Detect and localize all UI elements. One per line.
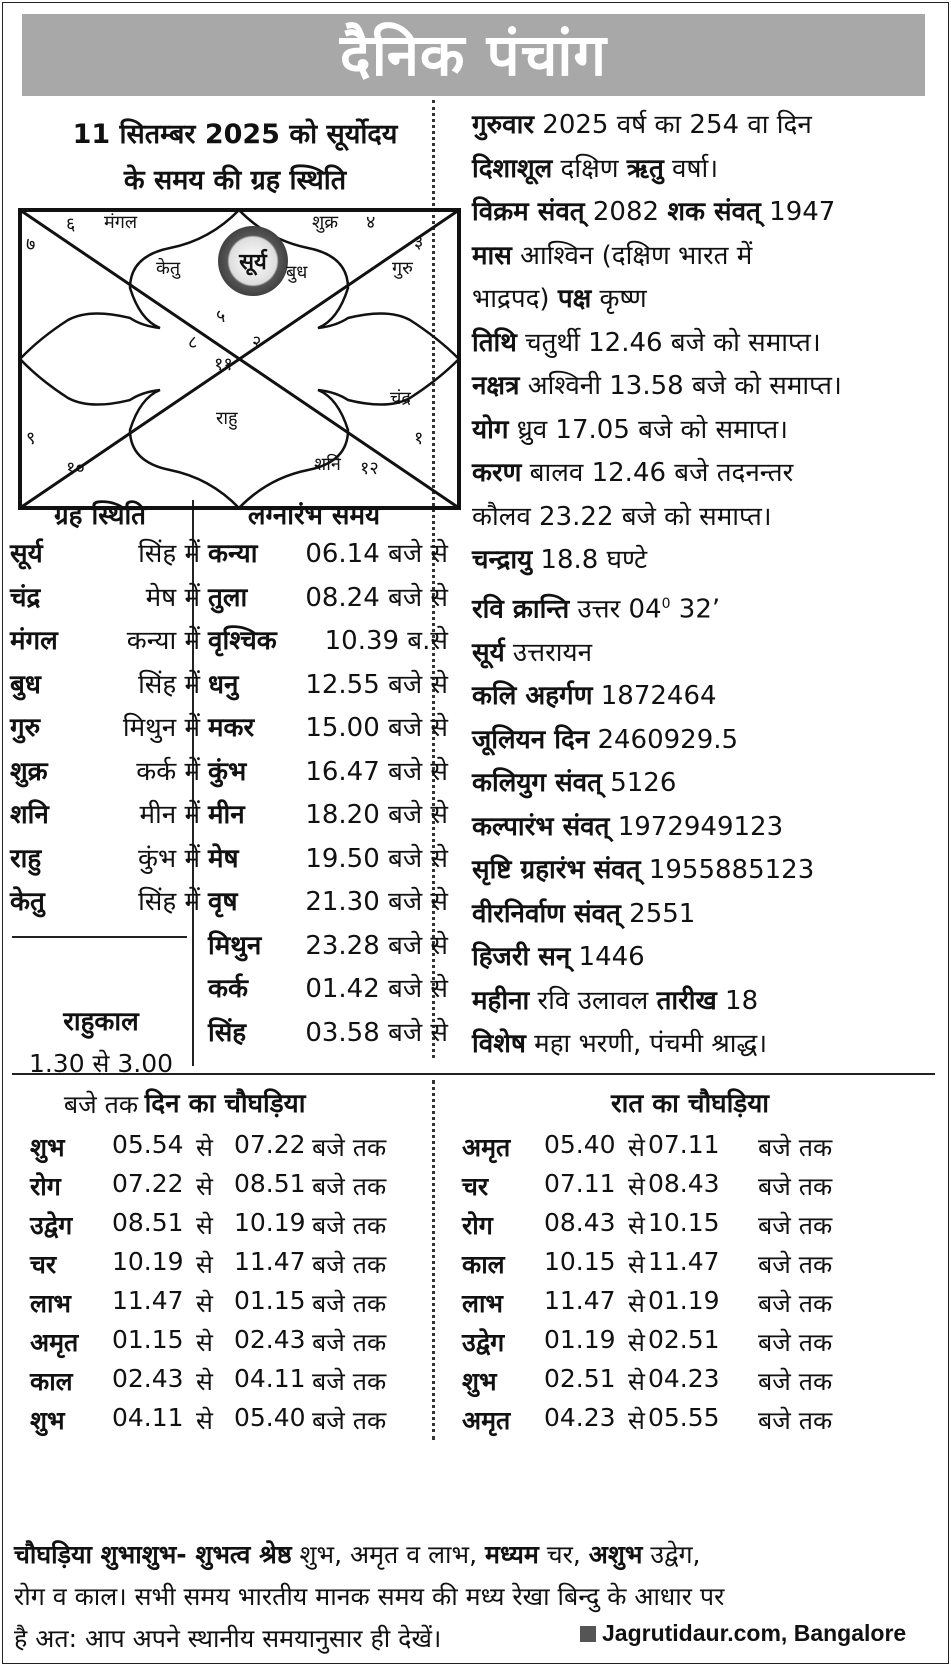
planet-name: शनि xyxy=(10,800,49,830)
choghadiya-se: से xyxy=(628,1328,645,1357)
choghadiya-from: 01.15 xyxy=(112,1325,184,1354)
planet-name: मंगल xyxy=(10,626,58,656)
night-choghadiya-row xyxy=(462,1247,882,1288)
choghadiya-name: अमृत xyxy=(30,1328,79,1357)
lagna-time: 18.20 बजे से xyxy=(305,800,448,830)
night-choghadiya-row xyxy=(462,1403,882,1444)
rashi-name: धनु xyxy=(208,669,239,700)
choghadiya-to: 02.51 xyxy=(648,1325,720,1354)
choghadiya-tak: बजे तक xyxy=(312,1406,387,1435)
grah-row xyxy=(10,534,200,580)
choghadiya-to: 07.22 xyxy=(234,1130,306,1159)
choghadiya-tak: बजे तक xyxy=(312,1289,387,1318)
choghadiya-name: शुभ xyxy=(30,1406,65,1435)
choghadiya-se: से xyxy=(628,1289,645,1318)
choghadiya-name: अमृत xyxy=(462,1133,511,1162)
choghadiya-from: 02.51 xyxy=(544,1364,616,1393)
rashi-name: तुला xyxy=(208,582,248,613)
rashi-name: वृष xyxy=(208,887,238,917)
choghadiya-name: चर xyxy=(462,1172,489,1201)
choghadiya-se: से xyxy=(196,1250,213,1279)
choghadiya-name: शुभ xyxy=(462,1367,497,1396)
day-choghadiya-row xyxy=(30,1364,450,1405)
lagna-time: 21.30 बजे से xyxy=(305,887,448,917)
lagna-row xyxy=(208,708,448,754)
house-number: १ xyxy=(414,428,424,449)
lagna-time: 12.55 बजे से xyxy=(305,669,448,700)
rashi-name: कन्या xyxy=(208,539,258,569)
house-number: ४ xyxy=(366,212,376,233)
lagna-time: 10.39 ब.से xyxy=(324,626,448,656)
grah-row xyxy=(10,665,200,711)
house-number: ९ xyxy=(26,428,36,449)
planet-label: मंगल xyxy=(104,212,138,233)
rashi-name: कर्क xyxy=(208,974,248,1004)
night-choghadiya-row xyxy=(462,1169,882,1210)
footer-note: चौघड़िया शुभाशुभ- शुभत्व श्रेष्ठ शुभ, अमृत व लाभ, मध्यम चर, अशुभ उद्वेग, रोग व काल। सभी समय भारतीय मानक समय की मध्य रेखा बिन्दु के आधार पर है अत: आप अपने स्थानीय समयानुसार ही देखें। xyxy=(14,1540,725,1653)
lagna-row xyxy=(208,665,448,711)
grah-row xyxy=(10,578,200,624)
planet-sign: मिथुन में xyxy=(122,713,200,743)
choghadiya-tak: बजे तक xyxy=(758,1328,833,1357)
night-choghadiya-row xyxy=(462,1364,882,1405)
page-title: दैनिक पंचांग xyxy=(22,14,925,96)
choghadiya-se: से xyxy=(628,1367,645,1396)
lagna-time: 16.47 बजे से xyxy=(305,756,448,787)
lagna-row xyxy=(208,578,448,624)
planet-name: सूर्य xyxy=(10,539,43,569)
house-number: १० xyxy=(66,458,85,479)
choghadiya-to: 01.19 xyxy=(648,1286,720,1315)
sun-badge: सूर्य xyxy=(218,226,288,296)
choghadiya-tak: बजे तक xyxy=(758,1172,833,1201)
rashi-name: मकर xyxy=(208,713,255,743)
choghadiya-name: रोग xyxy=(462,1211,493,1240)
grah-row xyxy=(10,795,200,841)
choghadiya-name: काल xyxy=(30,1367,73,1396)
choghadiya-from: 04.23 xyxy=(544,1403,616,1432)
choghadiya-tak: बजे तक xyxy=(758,1211,833,1240)
day-choghadiya-row xyxy=(30,1325,450,1366)
lagnarambh-heading: लग्नारंभ समय xyxy=(247,501,381,531)
grah-row xyxy=(10,621,200,667)
choghadiya-tak: बजे तक xyxy=(758,1406,833,1435)
choghadiya-name: लाभ xyxy=(30,1289,72,1318)
lagna-time: 03.58 बजे से xyxy=(305,1017,448,1048)
source-credit: Jagrutidaur.com, Bangalore xyxy=(580,1620,906,1647)
choghadiya-from: 11.47 xyxy=(544,1286,616,1315)
choghadiya-to: 04.11 xyxy=(234,1364,306,1393)
grah-sthiti-heading: ग्रह स्थिति xyxy=(53,501,147,531)
choghadiya-to: 08.43 xyxy=(648,1169,720,1198)
lagna-time: 01.42 बजे से xyxy=(305,974,448,1004)
planet-label: शनि xyxy=(314,454,341,475)
choghadiya-tak: बजे तक xyxy=(312,1367,387,1396)
planet-sign: सिंह में xyxy=(138,539,200,569)
planet-sign: मेष में xyxy=(145,582,200,613)
planet-sign: सिंह में xyxy=(138,887,200,917)
choghadiya-tak: बजे तक xyxy=(758,1367,833,1396)
rahukaal-time: 1.30 से 3.00 xyxy=(28,1049,174,1078)
planet-name: केतु xyxy=(10,887,45,917)
choghadiya-se: से xyxy=(628,1211,645,1240)
choghadiya-to: 11.47 xyxy=(648,1247,720,1276)
day-choghadiya-row xyxy=(30,1403,450,1444)
choghadiya-name: शुभ xyxy=(30,1133,65,1162)
planet-sign: मीन में xyxy=(139,800,200,830)
choghadiya-tak: बजे तक xyxy=(312,1328,387,1357)
choghadiya-tak: बजे तक xyxy=(312,1172,387,1201)
planet-label: चंद्र xyxy=(390,388,411,409)
planet-label: गुरु xyxy=(392,258,413,279)
grah-row xyxy=(10,752,200,798)
choghadiya-to: 05.55 xyxy=(648,1403,720,1432)
choghadiya-from: 08.51 xyxy=(112,1208,184,1237)
choghadiya-from: 10.15 xyxy=(544,1247,616,1276)
choghadiya-from: 07.11 xyxy=(544,1169,616,1198)
choghadiya-from: 02.43 xyxy=(112,1364,184,1393)
grah-row xyxy=(10,708,200,754)
planet-label: शुक्र xyxy=(312,212,339,233)
night-choghadiya-heading: रात का चौघड़िया xyxy=(610,1089,770,1119)
day-choghadiya-row xyxy=(30,1286,450,1327)
choghadiya-tak: बजे तक xyxy=(312,1211,387,1240)
day-choghadiya-row xyxy=(30,1130,450,1171)
kundli-chart xyxy=(18,208,461,510)
night-choghadiya-row xyxy=(462,1325,882,1366)
choghadiya-from: 05.40 xyxy=(544,1130,616,1159)
rashi-name: सिंह xyxy=(208,1017,247,1048)
rashi-name: मिथुन xyxy=(208,930,262,961)
choghadiya-se: से xyxy=(196,1172,213,1201)
planet-label: बुध xyxy=(286,262,308,283)
lagna-row xyxy=(208,969,448,1015)
square-icon xyxy=(580,1626,596,1642)
house-number: ७ xyxy=(26,234,36,255)
lagna-time: 06.14 बजे से xyxy=(305,539,448,569)
choghadiya-from: 10.19 xyxy=(112,1247,184,1276)
choghadiya-from: 04.11 xyxy=(112,1403,184,1432)
lagna-row xyxy=(208,1013,448,1059)
lagna-row xyxy=(208,795,448,841)
house-number: ५ xyxy=(216,306,226,327)
lagna-time: 15.00 बजे से xyxy=(305,713,448,743)
planet-label: राहु xyxy=(216,408,238,429)
choghadiya-tak: बजे तक xyxy=(312,1133,387,1162)
choghadiya-se: से xyxy=(628,1250,645,1279)
house-number: ३ xyxy=(414,232,424,253)
house-number: ८ xyxy=(188,332,198,353)
planet-name: गुरु xyxy=(10,713,41,743)
rahukaal-suffix: बजे तक xyxy=(63,1090,139,1119)
grah-row xyxy=(10,882,200,928)
choghadiya-se: से xyxy=(196,1133,213,1162)
lagna-row xyxy=(208,752,448,798)
choghadiya-name: रोग xyxy=(30,1172,61,1201)
choghadiya-to: 08.51 xyxy=(234,1169,306,1198)
choghadiya-se: से xyxy=(196,1406,213,1435)
planet-sign: सिंह में xyxy=(138,669,200,700)
choghadiya-se: से xyxy=(196,1367,213,1396)
choghadiya-from: 08.43 xyxy=(544,1208,616,1237)
house-number: १२ xyxy=(360,458,379,479)
rashi-name: मेष xyxy=(208,843,239,874)
choghadiya-to: 10.15 xyxy=(648,1208,720,1237)
planet-name: बुध xyxy=(10,669,41,700)
choghadiya-name: चर xyxy=(30,1250,57,1279)
choghadiya-se: से xyxy=(628,1406,645,1435)
choghadiya-from: 01.19 xyxy=(544,1325,616,1354)
choghadiya-tak: बजे तक xyxy=(758,1289,833,1318)
rahukaal-divider xyxy=(12,936,187,938)
night-choghadiya-row xyxy=(462,1208,882,1249)
planet-sign: कर्क में xyxy=(136,756,200,787)
night-choghadiya-row xyxy=(462,1286,882,1327)
lagna-time: 19.50 बजे से xyxy=(305,843,448,874)
lagna-row xyxy=(208,839,448,885)
choghadiya-name: लाभ xyxy=(462,1289,504,1318)
planet-sign: कन्या में xyxy=(126,626,200,656)
rashi-name: वृश्चिक xyxy=(208,626,277,656)
lagna-row xyxy=(208,926,448,972)
choghadiya-to: 05.40 xyxy=(234,1403,306,1432)
choghadiya-se: से xyxy=(196,1211,213,1240)
panchang-info: गुरुवार 2025 वर्ष का 254 वा दिन दिशाशूल दक्षिण ऋतु वर्षा। विक्रम संवत् 2082 शक संवत् 1947 मास आश्विन (दक्षिण भारत में भाद्रपद) पक्ष कृष्ण तिथि चतुर्थी 12.46 बजे को समाप्त। नक्षत्र अश्विनी 13.58 बजे को समाप्त। योग ध्रुव 17.05 बजे को समाप्त। करण बालव 12.46 बजे तदनन्तर कौलव 23.22 बजे को समाप्त। चन्द्रायु 18.8 घण्टे रवि क्रान्ति उत्तर $04^0$ 32’ सूर्य उत्तरायन कलि अहर्गण 1872464 जूलियन दिन 2460929.5 कलियुग संवत् 5126 कल्पारंभ संवत् 1972949123 सृष्टि ग्रहारंभ संवत् 1955885123 वीरनिर्वाण संवत् 2551 हिजरी सन् 1446 महीना रवि उलावल तारीख 18 विशेष महा भरणी, पंचमी श्राद्ध। xyxy=(472,110,842,1060)
grah-row xyxy=(10,839,200,885)
day-choghadiya-row xyxy=(30,1169,450,1210)
rahukaal-heading: राहुकाल xyxy=(63,1007,139,1037)
day-choghadiya-row xyxy=(30,1247,450,1288)
lagna-time: 08.24 बजे से xyxy=(305,582,448,613)
lagna-time: 23.28 बजे से xyxy=(305,930,448,961)
day-choghadiya-row xyxy=(30,1208,450,1249)
choghadiya-from: 05.54 xyxy=(112,1130,184,1159)
choghadiya-name: उद्वेग xyxy=(30,1211,73,1240)
chart-heading: 11 सितम्बर 2025 को सूर्योदय के समय की ग्रह स्थिति xyxy=(72,119,398,196)
choghadiya-tak: बजे तक xyxy=(312,1250,387,1279)
choghadiya-se: से xyxy=(628,1172,645,1201)
rashi-name: कुंभ xyxy=(208,756,247,787)
day-choghadiya-heading: दिन का चौघड़िया xyxy=(144,1089,306,1119)
choghadiya-to: 07.11 xyxy=(648,1130,720,1159)
lagna-row xyxy=(208,621,448,667)
house-number: ११ xyxy=(214,354,233,375)
planet-sign: कुंभ में xyxy=(137,843,200,874)
lagna-row xyxy=(208,534,448,580)
rashi-name: मीन xyxy=(208,800,245,830)
choghadiya-from: 07.22 xyxy=(112,1169,184,1198)
planet-name: शुक्र xyxy=(10,756,48,787)
planet-name: चंद्र xyxy=(10,582,41,613)
planet-name: राहु xyxy=(10,843,42,874)
choghadiya-to: 11.47 xyxy=(234,1247,306,1276)
choghadiya-name: उद्वेग xyxy=(462,1328,505,1357)
choghadiya-tak: बजे तक xyxy=(758,1133,833,1162)
choghadiya-tak: बजे तक xyxy=(758,1250,833,1279)
house-number: ६ xyxy=(66,214,76,235)
choghadiya-to: 02.43 xyxy=(234,1325,306,1354)
choghadiya-se: से xyxy=(196,1289,213,1318)
choghadiya-name: काल xyxy=(462,1250,505,1279)
choghadiya-name: अमृत xyxy=(462,1406,511,1435)
planet-label: केतु xyxy=(156,258,181,279)
choghadiya-se: से xyxy=(196,1328,213,1357)
night-choghadiya-row xyxy=(462,1130,882,1171)
house-number: २ xyxy=(252,332,262,353)
choghadiya-se: से xyxy=(628,1133,645,1162)
choghadiya-to: 01.15 xyxy=(234,1286,306,1315)
choghadiya-to: 10.19 xyxy=(234,1208,306,1237)
choghadiya-to: 04.23 xyxy=(648,1364,720,1393)
choghadiya-from: 11.47 xyxy=(112,1286,184,1315)
lagna-row xyxy=(208,882,448,928)
